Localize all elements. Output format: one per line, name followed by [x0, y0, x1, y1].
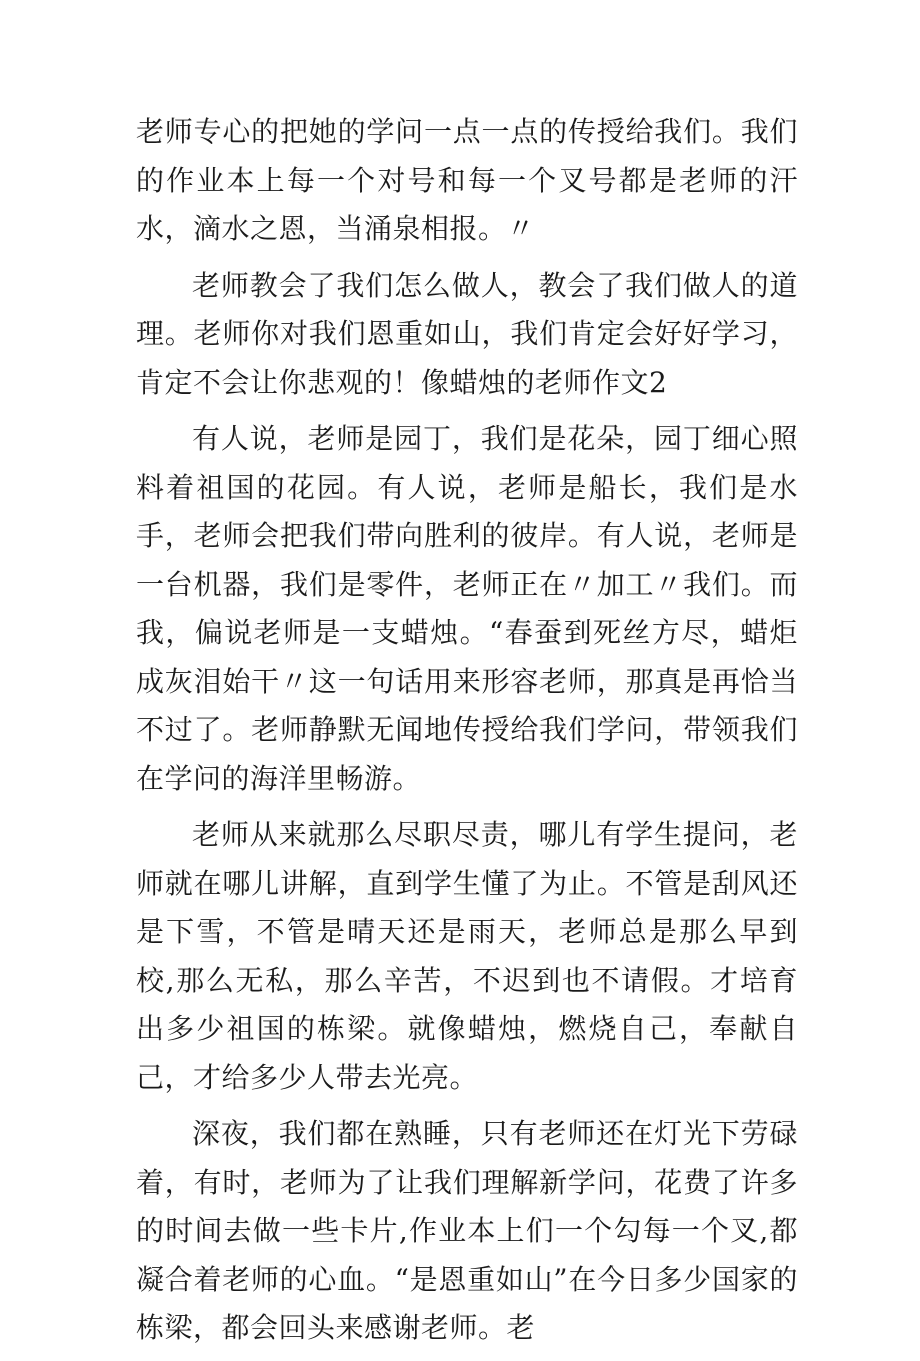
document-body [136, 108, 798, 1361]
paragraph-1: 老师专心的把她的学问一点一点的传授给我们。我们的作业本上每一个对号和每一个叉号都是老师的汗水，滴水之恩，当涌泉相报。〃 [136, 115, 798, 245]
paragraph-4: 老师从来就那么尽职尽责，哪儿有学生提问，老师就在哪儿讲解，直到学生懂了为止。不管是刮风还是下雪，不管是晴天还是雨天，老师总是那么早到校,那么无私，那么辛苦，不迟到也不请假。才培育出多少祖国的栋梁。就像蜡烛，燃烧自己，奉献自己，才给多少人带去光亮。 [136, 818, 798, 1094]
paragraph-2: 老师教会了我们怎么做人，教会了我们做人的道理。老师你对我们恩重如山，我们肯定会好好学习，肯定不会让你悲观的！像蜡烛的老师作文2 [136, 268, 798, 399]
paragraph-5: 深夜，我们都在熟睡，只有老师还在灯光下劳碌着，有时，老师为了让我们理解新学问，花费了许多的时间去做一些卡片,作业本上们一个勾每一个叉,都凝合着老师的心血。“是恩重如山”在今日多少国家的栋梁，都会回头来感谢老师。老 [136, 1117, 798, 1344]
paragraph-3: 有人说，老师是园丁，我们是花朵，园丁细心照料着祖国的花园。有人说，老师是船长，我们是水手，老师会把我们带向胜利的彼岸。有人说，老师是一台机器，我们是零件，老师正在〃加工〃我们。而我，偏说老师是一支蜡烛。“春蚕到死丝方尽，蜡炬成灰泪始干〃这一句话用来形容老师，那真是再恰当不过了。老师静默无闻地传授给我们学问，带领我们在学问的海洋里畅游。 [136, 422, 798, 795]
